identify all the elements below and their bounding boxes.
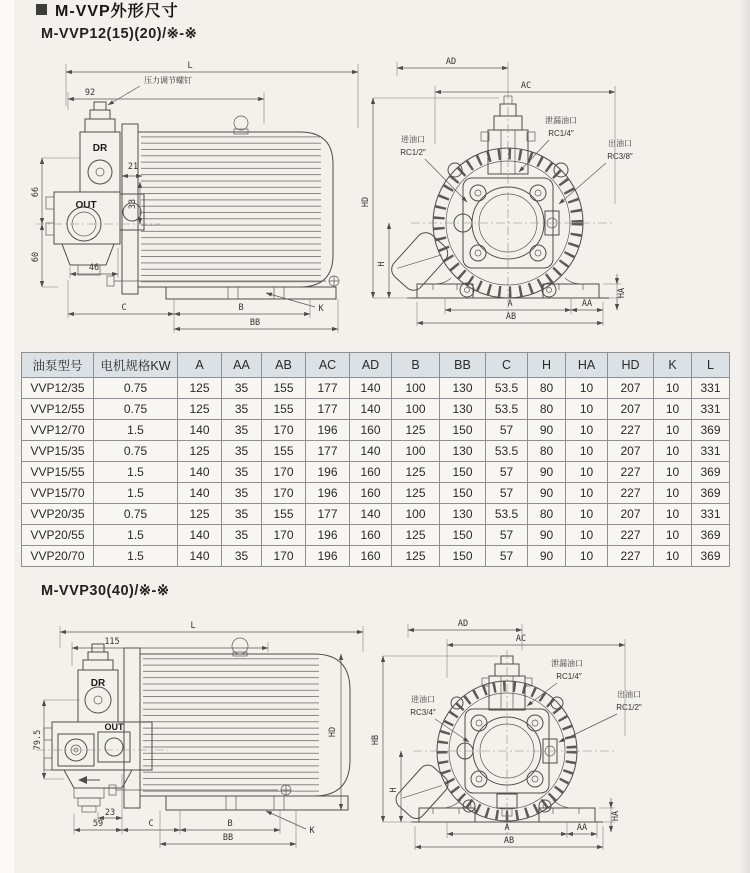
dim-H: H [389,787,399,793]
value-cell: 0.75 [94,441,178,462]
dim-AA: AA [576,823,588,833]
page-title [36,0,179,21]
value-cell: 155 [262,441,306,462]
column-header: A [178,353,222,378]
value-cell: 100 [392,378,440,399]
value-cell: 10 [566,399,608,420]
value-cell: 35 [222,420,262,441]
title-bullet-icon [36,4,47,15]
value-cell: 177 [306,378,350,399]
column-header: C [486,353,528,378]
dim-60: 60 [31,251,41,263]
model-cell: VVP15/70 [22,483,94,504]
value-cell: 125 [178,378,222,399]
table-head-row [22,353,730,378]
value-cell: 170 [262,420,306,441]
value-cell: 196 [306,546,350,567]
dim-79-5: 79.5 [33,729,43,751]
value-cell: 331 [692,378,730,399]
value-cell: 90 [528,525,566,546]
column-header: H [528,353,566,378]
dim-K: K [318,304,324,314]
value-cell: 10 [566,504,608,525]
value-cell: 227 [608,525,654,546]
value-cell: 53.5 [486,399,528,420]
value-cell: 35 [222,399,262,420]
model-cell: VVP20/70 [22,546,94,567]
value-cell: 57 [486,546,528,567]
dim-K: K [309,826,315,836]
dim-23: 23 [104,808,116,818]
value-cell: 170 [262,483,306,504]
column-header: HA [566,353,608,378]
value-cell: 35 [222,525,262,546]
value-cell: 170 [262,525,306,546]
value-cell: 155 [262,504,306,525]
scan-margin [0,0,14,873]
value-cell: 90 [528,546,566,567]
value-cell: 0.75 [94,504,178,525]
value-cell: 0.75 [94,378,178,399]
leak-port-label: 泄漏油口 [545,116,577,125]
value-cell: 0.75 [94,399,178,420]
value-cell: 140 [178,546,222,567]
table-row [22,378,730,399]
value-cell: 227 [608,546,654,567]
value-cell: 130 [440,504,486,525]
column-header: HD [608,353,654,378]
value-cell: 331 [692,399,730,420]
dim-B: B [238,303,244,313]
value-cell: 100 [392,441,440,462]
value-cell: 369 [692,546,730,567]
dim-HD: HD [328,726,338,738]
column-header: AD [350,353,392,378]
value-cell: 10 [566,378,608,399]
dim-HD: HD [361,196,371,208]
value-cell: 196 [306,462,350,483]
dim-HA: HA [617,287,627,299]
drawing-vvp30-side-view [28,618,376,871]
out-port-label: OUT [75,200,97,211]
dim-L: L [187,61,193,71]
value-cell: 125 [178,399,222,420]
dim-HB: HB [371,734,381,746]
value-cell: 125 [392,525,440,546]
value-cell: 10 [654,441,692,462]
value-cell: 369 [692,525,730,546]
model-cell: VVP15/55 [22,462,94,483]
dim-33: 33 [128,198,138,210]
drawing-vvp12-side-view [28,52,368,352]
value-cell: 207 [608,399,654,420]
model-cell: VVP20/55 [22,525,94,546]
dim-AB: AB [505,312,517,322]
value-cell: 125 [392,420,440,441]
value-cell: 140 [178,462,222,483]
value-cell: 90 [528,462,566,483]
value-cell: 140 [178,483,222,504]
outlet-port-size: RC1/2″ [616,703,642,712]
value-cell: 53.5 [486,378,528,399]
table-row [22,399,730,420]
value-cell: 53.5 [486,441,528,462]
leak-port-label: 泄漏油口 [551,659,583,668]
value-cell: 80 [528,504,566,525]
table-body [22,378,730,567]
section2-subtitle: M-VVP30(40)/※-※ [41,583,170,599]
value-cell: 177 [306,399,350,420]
value-cell: 35 [222,462,262,483]
value-cell: 140 [350,399,392,420]
dim-C: C [148,819,154,829]
dim-46: 46 [88,263,100,273]
value-cell: 100 [392,399,440,420]
value-cell: 160 [350,462,392,483]
value-cell: 140 [350,504,392,525]
inlet-port-label: 进油口 [401,135,425,144]
table-row [22,420,730,441]
dim-A: A [504,823,510,833]
value-cell: 10 [654,462,692,483]
page-title-text: M-VVP外形尺寸 [55,3,179,20]
value-cell: 177 [306,504,350,525]
value-cell: 130 [440,378,486,399]
model-cell: VVP15/35 [22,441,94,462]
dim-AB: AB [503,836,515,846]
value-cell: 150 [440,546,486,567]
value-cell: 155 [262,378,306,399]
value-cell: 150 [440,483,486,504]
port-labels [410,658,642,742]
value-cell: 1.5 [94,462,178,483]
column-header: B [392,353,440,378]
leak-port-size: RC1/4″ [548,129,574,138]
table-row [22,462,730,483]
value-cell: 57 [486,420,528,441]
value-cell: 10 [566,546,608,567]
column-header: L [692,353,730,378]
value-cell: 369 [692,483,730,504]
value-cell: 10 [566,441,608,462]
value-cell: 150 [440,525,486,546]
model-cell: VVP20/35 [22,504,94,525]
value-cell: 207 [608,378,654,399]
table-row [22,504,730,525]
value-cell: 10 [654,378,692,399]
drawing-vvp12-front-view [363,52,660,352]
value-cell: 35 [222,546,262,567]
dim-AA: AA [581,299,593,309]
value-cell: 150 [440,420,486,441]
value-cell: 170 [262,546,306,567]
value-cell: 10 [654,525,692,546]
dr-port-label: DR [90,678,106,689]
value-cell: 207 [608,441,654,462]
value-cell: 369 [692,420,730,441]
value-cell: 10 [566,525,608,546]
column-header: K [654,353,692,378]
value-cell: 53.5 [486,504,528,525]
column-header: 电机规格KW [94,353,178,378]
value-cell: 57 [486,525,528,546]
value-cell: 125 [178,504,222,525]
dr-port-label: DR [92,143,108,154]
value-cell: 140 [178,525,222,546]
pressure-screw-label: 压力调节螺钉 [144,76,192,85]
value-cell: 331 [692,504,730,525]
table-row [22,441,730,462]
dim-HA: HA [611,810,621,822]
value-cell: 177 [306,441,350,462]
value-cell: 227 [608,483,654,504]
dimensions [361,57,627,326]
value-cell: 10 [654,420,692,441]
dim-A: A [507,299,513,309]
value-cell: 160 [350,546,392,567]
value-cell: 10 [566,483,608,504]
drawing-vvp30-front-view [371,618,677,871]
value-cell: 140 [350,378,392,399]
value-cell: 1.5 [94,483,178,504]
dim-C: C [121,303,127,313]
dim-115: 115 [104,637,120,647]
outlet-port-size: RC3/8″ [607,152,633,161]
value-cell: 10 [566,462,608,483]
value-cell: 10 [654,546,692,567]
leak-port-size: RC1/4″ [556,672,582,681]
value-cell: 170 [262,462,306,483]
dim-BB: BB [249,318,261,328]
dim-66: 66 [31,186,41,198]
motor-outline [109,638,350,810]
outlet-port-label: 出油口 [617,690,641,699]
value-cell: 160 [350,420,392,441]
model-cell: VVP12/35 [22,378,94,399]
column-header: AA [222,353,262,378]
value-cell: 57 [486,483,528,504]
value-cell: 227 [608,420,654,441]
dimension-table [21,352,730,567]
value-cell: 35 [222,483,262,504]
value-cell: 125 [392,483,440,504]
value-cell: 196 [306,420,350,441]
inlet-port-label: 进油口 [411,695,435,704]
column-header: BB [440,353,486,378]
dim-B: B [227,819,233,829]
value-cell: 155 [262,399,306,420]
value-cell: 196 [306,525,350,546]
value-cell: 125 [178,441,222,462]
model-cell: VVP12/70 [22,420,94,441]
table-row [22,546,730,567]
column-header: AB [262,353,306,378]
value-cell: 90 [528,483,566,504]
dim-AD: AD [457,619,469,629]
value-cell: 80 [528,378,566,399]
value-cell: 1.5 [94,420,178,441]
motor-face-outline [388,90,615,314]
dim-AC: AC [515,634,527,644]
dim-L: L [190,621,196,631]
value-cell: 160 [350,525,392,546]
inlet-port-size: RC1/2″ [400,148,426,157]
value-cell: 140 [178,420,222,441]
motor-outline [107,116,339,299]
value-cell: 10 [654,483,692,504]
section1-subtitle: M-VVP12(15)(20)/※-※ [41,26,198,42]
value-cell: 35 [222,504,262,525]
value-cell: 80 [528,441,566,462]
dim-92: 92 [84,88,96,98]
dim-59: 59 [92,819,104,829]
value-cell: 130 [440,399,486,420]
value-cell: 227 [608,462,654,483]
dim-AC: AC [520,81,532,91]
value-cell: 196 [306,483,350,504]
table-row [22,525,730,546]
value-cell: 140 [350,441,392,462]
value-cell: 207 [608,504,654,525]
value-cell: 1.5 [94,546,178,567]
dim-21: 21 [127,162,139,172]
value-cell: 57 [486,462,528,483]
value-cell: 1.5 [94,525,178,546]
value-cell: 10 [654,399,692,420]
value-cell: 10 [566,420,608,441]
scan-edge-shade [740,0,750,873]
out-port-label: OUT [104,722,124,732]
column-header: AC [306,353,350,378]
value-cell: 100 [392,504,440,525]
value-cell: 35 [222,441,262,462]
value-cell: 10 [654,504,692,525]
value-cell: 150 [440,462,486,483]
value-cell: 90 [528,420,566,441]
dim-BB: BB [222,833,234,843]
value-cell: 35 [222,378,262,399]
value-cell: 331 [692,441,730,462]
outlet-port-label: 出油口 [608,139,632,148]
value-cell: 130 [440,441,486,462]
column-header: 油泵型号 [22,353,94,378]
inlet-port-size: RC3/4″ [410,708,436,717]
value-cell: 125 [392,546,440,567]
value-cell: 80 [528,399,566,420]
table-row [22,483,730,504]
value-cell: 160 [350,483,392,504]
model-cell: VVP12/55 [22,399,94,420]
dim-AD: AD [445,57,457,67]
value-cell: 369 [692,462,730,483]
dim-H: H [377,261,387,267]
value-cell: 125 [392,462,440,483]
